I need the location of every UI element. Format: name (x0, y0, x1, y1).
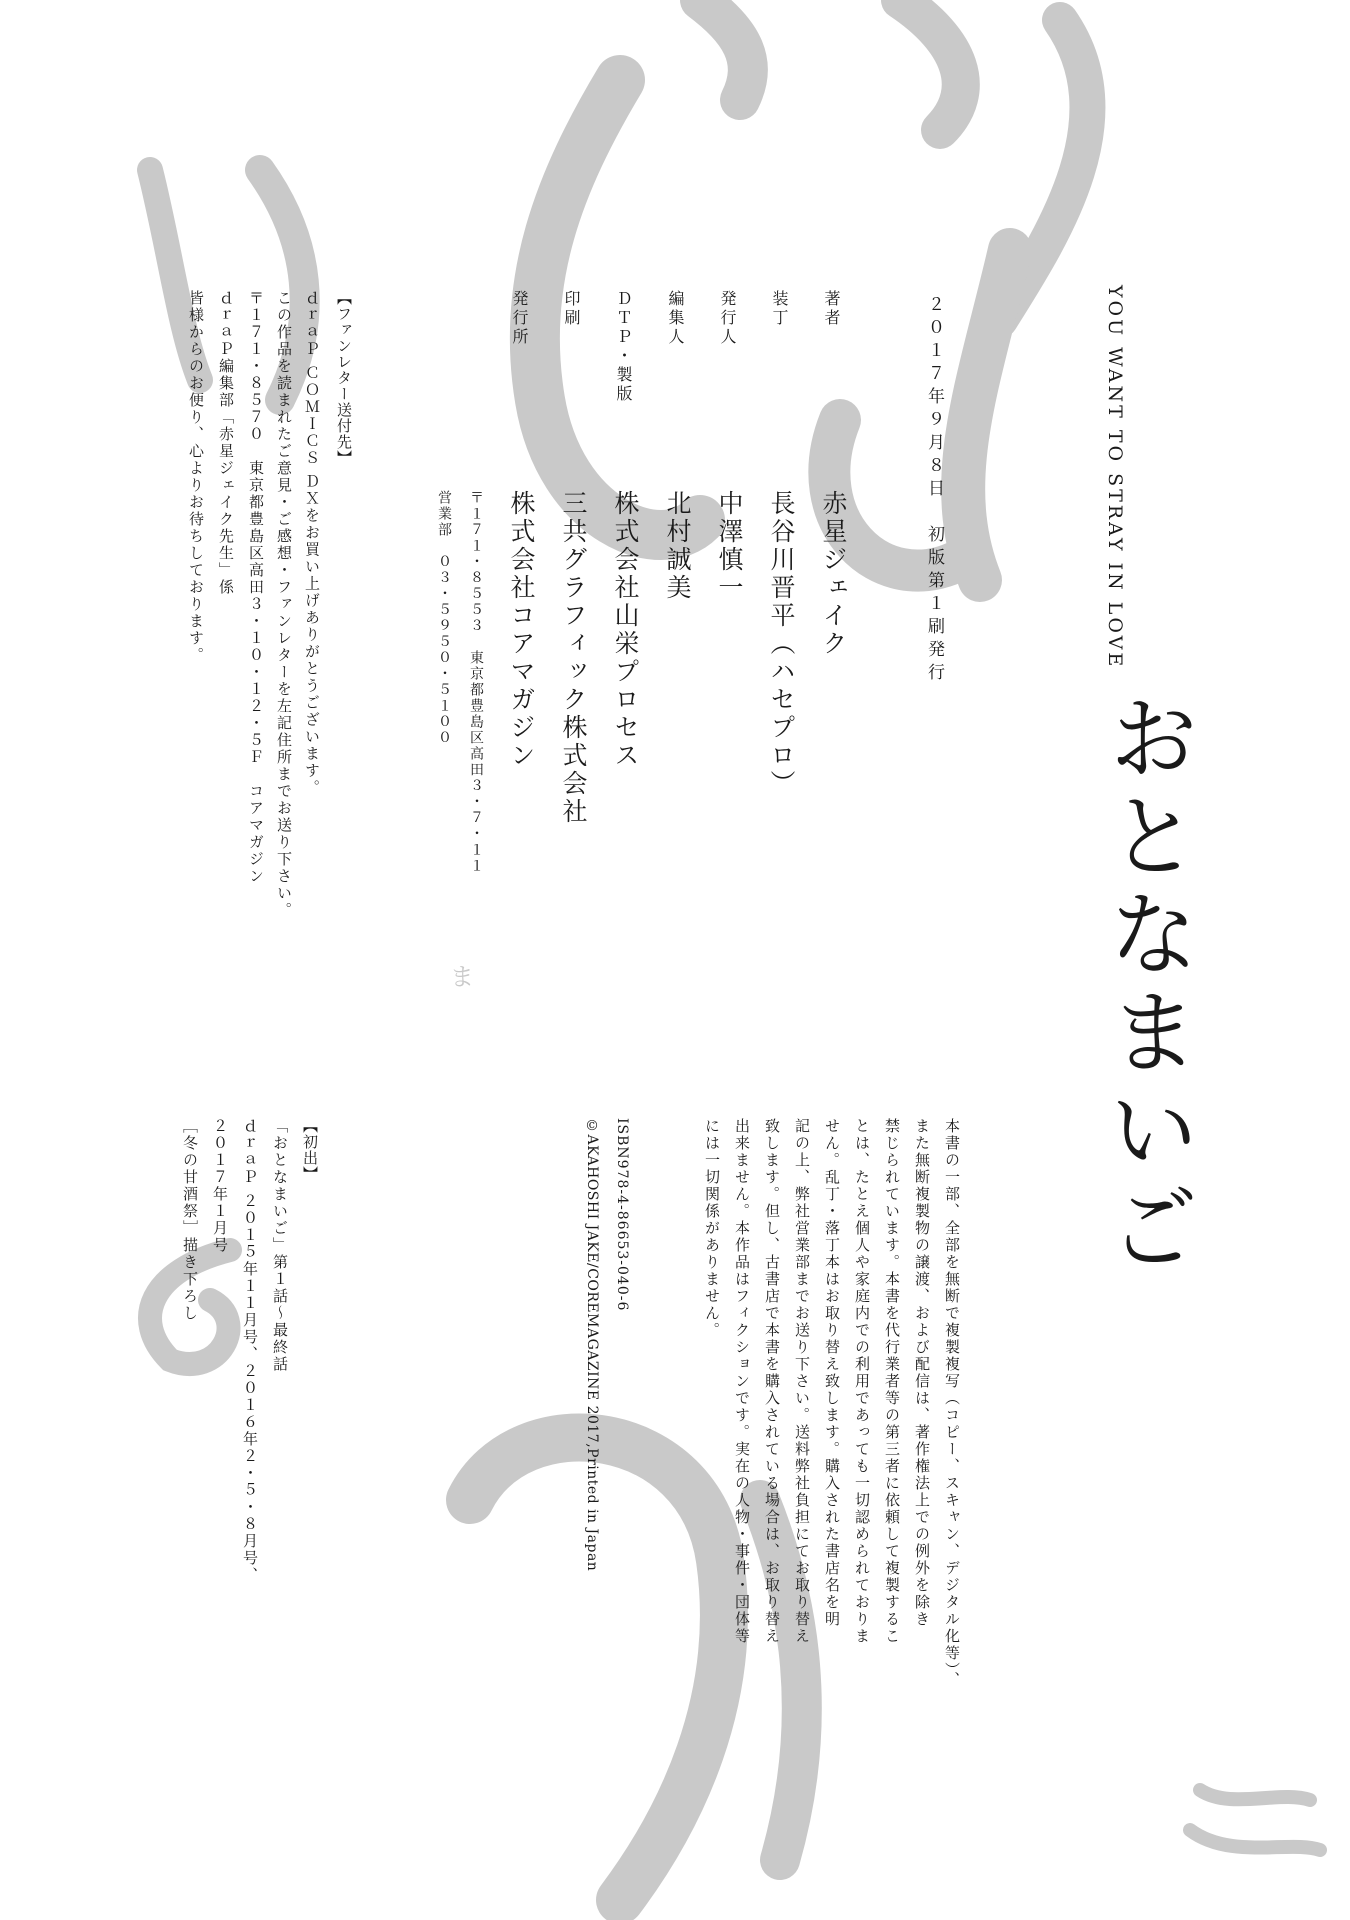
publisher-phone: 営業部 ０３・５９５０・５１００ (436, 490, 452, 746)
credit-value: 三共グラフィック株式会社 (559, 490, 588, 826)
book-title: おとなまいご (1093, 690, 1200, 1278)
first-appearance-line: ２０１７年１月号 (211, 1118, 229, 1254)
first-appearance-heading: 【初出】 (301, 1118, 319, 1182)
first-appearance-line: ［冬の甘酒祭］描き下ろし (181, 1118, 199, 1322)
credit-value: 北村誠美 (663, 490, 692, 602)
credit-label: 発行所 (510, 290, 529, 347)
legal-line: 本書の一部、全部を無断で複製複写（コピー、スキャン、デジタル化等）、 (943, 1118, 961, 1689)
fanletter-line: 〒１７１・８５７０ 東京都豊島区高田３・１０・１２・５Ｆ コアマガジン (247, 290, 265, 885)
credit-value: 赤星ジェイク (819, 490, 848, 658)
credit-label: 著者 (822, 290, 841, 328)
legal-line: 記の上、弊社営業部までお送り下さい。送料弊社負担にてお取り替え (793, 1118, 811, 1645)
english-title: YOU WANT TO STRAY IN LOVE (1104, 285, 1126, 670)
credit-label: 装丁 (770, 290, 789, 328)
credit-value: 株式会社コアマガジン (507, 490, 536, 770)
legal-line: せん。乱丁・落丁本はお取り替え致します。購入された書店名を明 (823, 1118, 841, 1628)
legal-line: とは、たとえ個人や家庭内での利用であっても一切認められておりま (853, 1118, 871, 1645)
credit-label: 印刷 (562, 290, 581, 328)
first-appearance-line: ｄｒａＰ ２０１５年１１月号、２０１６年２・５・８月号、 (241, 1118, 259, 1584)
svg-text:ま: ま (450, 963, 474, 991)
legal-line: また無断複製物の譲渡、および配信は、著作権法上での例外を除き (913, 1118, 931, 1628)
credit-value: 株式会社山栄プロセス (611, 490, 640, 770)
fanletter-line: ｄｒａＰ ＣＯＭＩＣＳ ＤＸをお買い上げありがとうございます。 (303, 290, 321, 797)
edition-line: ２０１７年９月８日 初版第１刷発行 (924, 295, 944, 686)
first-appearance-line: 「おとなまいご」第１話～最終話 (271, 1118, 289, 1373)
credit-value: 中澤慎一 (715, 490, 744, 602)
credit-value: 長谷川晋平（ハセプロ） (767, 490, 796, 798)
credit-label: 編集人 (666, 290, 685, 347)
fanletter-line: ｄｒａＰ編集部「赤星ジェイク先生」係 (217, 290, 235, 596)
fanletter-line: 皆様からのお便り、心よりお待ちしております。 (187, 290, 205, 664)
legal-line: 禁じられています。本書を代行業者等の第三者に依頼して複製するこ (883, 1118, 901, 1645)
credit-label: 発行人 (718, 290, 737, 347)
legal-line: には一切関係がありません。 (703, 1118, 721, 1339)
isbn: ISBN978-4-86653-040-6 (614, 1118, 630, 1312)
credit-label: ＤＴＰ・製版 (614, 290, 633, 404)
legal-line: 致します。但し、古書店で本書を購入されている場合は、お取り替え (763, 1118, 781, 1645)
copyright: ©AKAHOSHI JAKE/COREMAGAZINE 2017,Printed in Japan (584, 1118, 600, 1572)
legal-line: 出来ません。本作品はフィクションです。実在の人物・事件・団体等 (733, 1118, 751, 1645)
publisher-address: 〒１７１・８５５３ 東京都豊島区高田３・７・１１ (468, 490, 484, 874)
fanletter-line: この作品を読まれたご意見・ご感想・ファンレターを左記住所までお送り下さい。 (275, 290, 293, 919)
fanletter-heading: 【ファンレター送付先】 (335, 290, 353, 466)
